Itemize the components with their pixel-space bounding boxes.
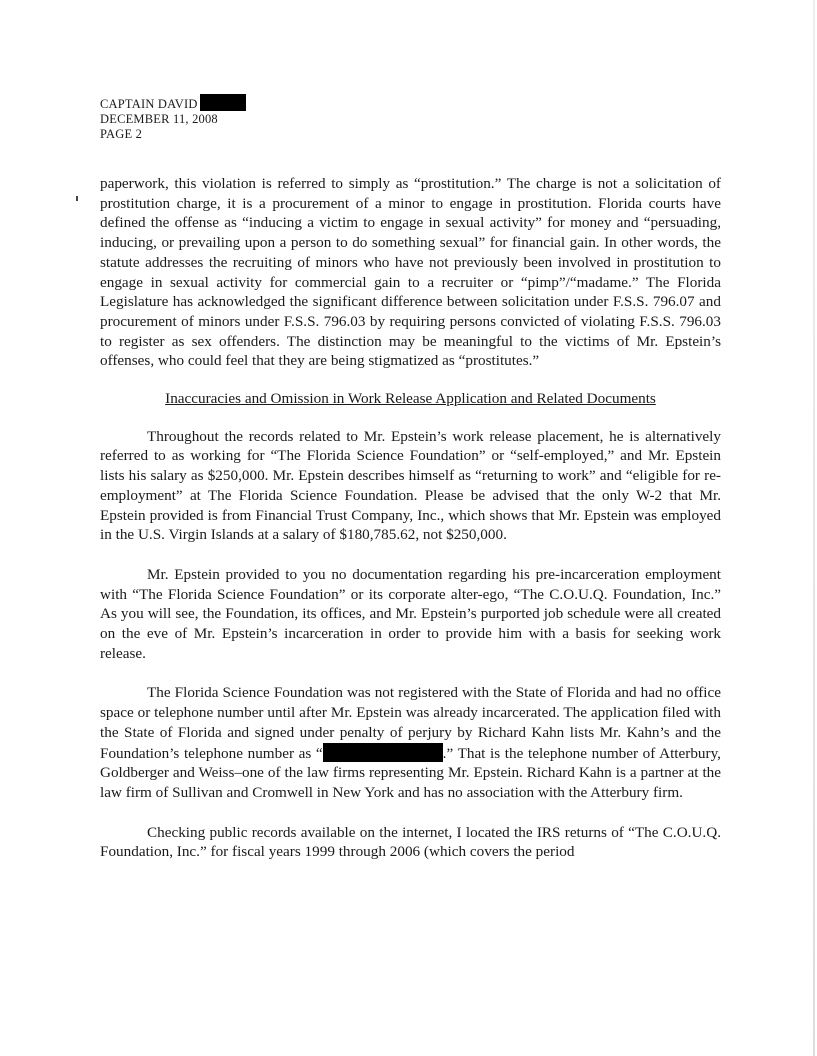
paragraph-work-release-records: Throughout the records related to Mr. Epstein’s work release placement, he is alternatively referred to as working for “The Florida Science Foundation” or “self-employed,” and Mr. Epstein lists his salary as $250,000. Mr. Epstein describes himself as “returning to work” and “eligible for re-employment” at The Florida Science Foundation. Please be advised that the only W-2 that Mr. Epstein provided is from Financial Trust Company, Inc., which shows that Mr. Epstein was employed in the U.S. Virgin Islands at a salary of $180,785.62, not $250,000. (100, 427, 721, 544)
letter-body (100, 174, 721, 862)
header-addressee-line (100, 94, 246, 112)
section-heading: Inaccuracies and Omission in Work Release Application and Related Documents (165, 390, 656, 408)
redaction-box (200, 94, 246, 111)
header-page-number: PAGE 2 (100, 127, 143, 141)
paragraph-foundation-text-a: The Florida Science Foundation was not registered with the State of Florida and had no office space or telephone number until after Mr. Epstein was already incarcerated. The application filed with the State of Florida and signed under penalty of perjury by Richard Kahn lists Mr. Kahn’s and the Foundation’s telephone number as “ (100, 684, 721, 762)
header-date: DECEMBER 11, 2008 (100, 112, 218, 126)
paragraph-prostitution-charge: paperwork, this violation is referred to simply as “prostitution.” The charge is not a solicitation of prostitution charge, it is a procurement of a minor to engage in prostitution. Florida courts have defined the offense as “inducing a victim to engage in sexual activity” for money and “persuading, inducing, or prevailing upon a person to do something sexual” for financial gain. In other words, the statute addresses the recruiting of minors who have not previously been involved in prostitution to engage in sexual activity for commercial gain to a recruiter or “pimp”/“madame.” The Florida Legislature has acknowledged the significant difference between solicitation under F.S.S. 796.07 and procurement of minors under F.S.S. 796.03 by requiring persons convicted of violating F.S.S. 796.03 to register as sex offenders. The distinction may be meaningful to the victims of Mr. Epstein’s offenses, who could feel that they are being stigmatized as “prostitutes.” (100, 175, 721, 370)
paragraph-foundation-registration (100, 683, 721, 802)
paragraph-foundation-text-b: .” That is the telephone number of Atterbury, Goldberger and Weiss–one of the law firms representing Mr. Epstein. Richard Kahn is a partner at the law firm of Sullivan and Cromwell in New York and has no association with the Atterbury firm. (100, 744, 721, 801)
paragraph-no-documentation: Mr. Epstein provided to you no documentation regarding his pre-incarceration employment with “The Florida Science Foundation” or its corporate alter-ego, “The C.O.U.Q. Foundation, Inc.” As you will see, the Foundation, its offices, and Mr. Epstein’s purported job schedule were all created on the eve of Mr. Epstein’s incarceration in order to provide him with a basis for seeking work release. (100, 565, 721, 662)
letter-header (100, 94, 246, 142)
scan-edge (813, 0, 815, 1056)
paragraph-irs-returns: Checking public records available on the internet, I located the IRS returns of “The C.O.U.Q. Foundation, Inc.” for fiscal years 1999 through 2006 (which covers the period (100, 823, 721, 861)
redacted-phone-number (323, 743, 443, 762)
scan-mark (76, 196, 78, 201)
header-addressee: CAPTAIN DAVID (100, 97, 198, 111)
